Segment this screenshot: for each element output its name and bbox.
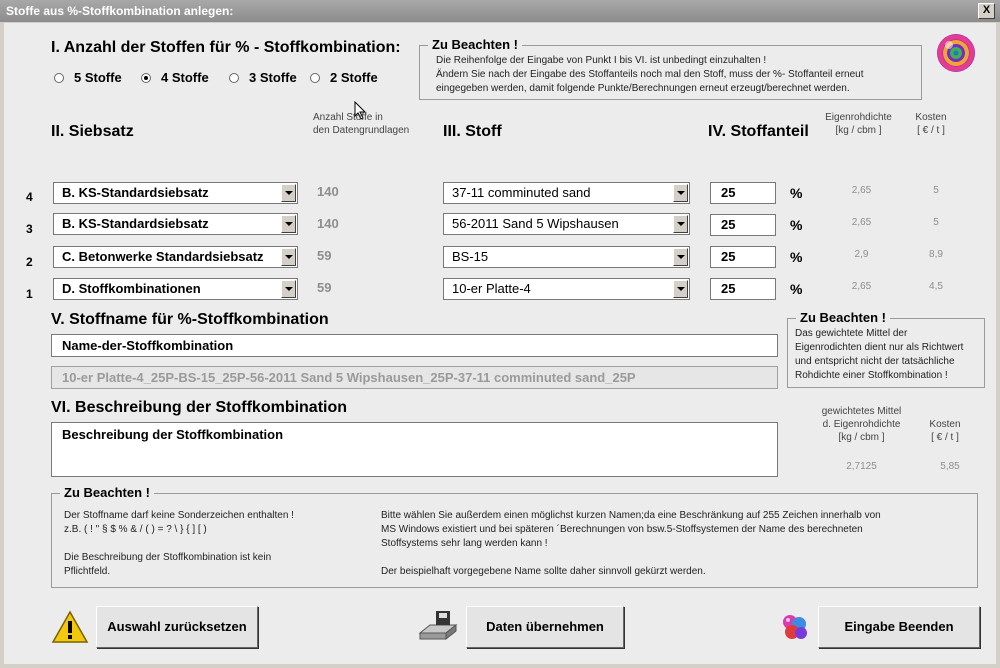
anzahl-value: 59	[317, 280, 332, 295]
radio-label: 2 Stoffe	[330, 70, 378, 85]
notice-right-line: Rohdichte einer Stoffkombination !	[795, 370, 948, 381]
chevron-down-icon[interactable]	[281, 280, 296, 298]
beschreibung-textarea[interactable]: Beschreibung der Stoffkombination	[51, 422, 778, 477]
stoff-select-2[interactable]	[443, 246, 690, 268]
select-value: 37-11 comminuted sand	[452, 185, 591, 200]
radio-label: 4 Stoffe	[161, 70, 209, 85]
kosten-value: 8,9	[929, 249, 943, 260]
finish-button[interactable]: Eingabe Beenden	[818, 606, 980, 648]
radio-dot	[54, 73, 64, 83]
header-anzahl-1: Anzahl Stoffe in	[313, 112, 383, 123]
header-eigen-2: [kg / cbm ]	[835, 125, 882, 136]
apply-data-button[interactable]: Daten übernehmen	[466, 606, 624, 648]
notice-right-line: Das gewichtete Mittel der	[795, 328, 908, 339]
select-value: C. Betonwerke Standardsiebsatz	[62, 249, 264, 264]
stoffname-input[interactable]: Name-der-Stoffkombination	[51, 334, 778, 357]
siebsatz-select-3[interactable]	[53, 213, 298, 235]
header-eigen-1: Eigenrohdichte	[825, 112, 892, 123]
percent-label: %	[790, 217, 803, 233]
warning-icon	[51, 610, 89, 644]
stoff-select-1[interactable]	[443, 278, 690, 300]
radio-4-stoffe[interactable]	[141, 70, 209, 85]
notice-top-title: Zu Beachten !	[428, 37, 522, 52]
notice-bottom-left-line: Die Beschreibung der Stoffkombination ist kein	[64, 552, 272, 563]
select-value: BS-15	[452, 249, 489, 264]
percent-label: %	[790, 249, 803, 265]
notice-bottom-left-line: Der Stoffname darf keine Sonderzeichen enthalten !	[64, 510, 294, 521]
weighted-kosten-label-1: Kosten	[929, 419, 961, 430]
dichte-value: 2,65	[851, 185, 872, 196]
stoff-select-4[interactable]	[443, 182, 690, 204]
select-value: 56-2011 Sand 5 Wipshausen	[452, 216, 619, 231]
row-index: 1	[26, 287, 33, 301]
anteil-input-4[interactable]: 25	[710, 182, 776, 204]
select-value: B. KS-Standardsiebsatz	[62, 216, 209, 231]
reset-button[interactable]: Auswahl zurücksetzen	[96, 606, 258, 648]
radio-5-stoffe[interactable]	[54, 70, 122, 85]
chevron-down-icon[interactable]	[281, 184, 296, 202]
chevron-down-icon[interactable]	[673, 184, 688, 202]
notice-bottom	[51, 485, 978, 588]
select-value: 10-er Platte-4	[452, 281, 531, 296]
notice-bottom-right-line: Bitte wählen Sie außerdem einen möglichst kurzen Namen;da eine Beschränkung auf 255 Zeichen innerhalb von	[381, 510, 881, 521]
header-siebsatz: II. Siebsatz	[51, 123, 134, 140]
chevron-down-icon[interactable]	[673, 248, 688, 266]
chevron-down-icon[interactable]	[673, 280, 688, 298]
siebsatz-select-1[interactable]	[53, 278, 298, 300]
notice-bottom-right-line: Stoffsystems sehr lang werden kann !	[381, 538, 548, 549]
header-kosten-1: Kosten	[915, 112, 947, 123]
notice-bottom-right-line: MS Windows existiert und bei späteren ´Berechnungen von bsw.5-Stoffsystemen der Name des berechneten	[381, 524, 863, 535]
row-index: 3	[26, 222, 33, 236]
section6-title: VI. Beschreibung der Stoffkombination	[51, 399, 348, 416]
header-stoff: III. Stoff	[443, 123, 502, 140]
row-index: 2	[26, 255, 33, 269]
dichte-value: 2,65	[851, 281, 872, 292]
notice-bottom-left-line: Pflichtfeld.	[64, 566, 111, 577]
percent-label: %	[790, 281, 803, 297]
notice-top	[419, 37, 922, 100]
radio-dot	[310, 73, 320, 83]
radio-label: 5 Stoffe	[74, 70, 122, 85]
select-value: D. Stoffkombinationen	[62, 281, 201, 296]
anteil-input-3[interactable]: 25	[710, 214, 776, 236]
kosten-value: 5	[933, 185, 939, 196]
kosten-value: 5	[933, 217, 939, 228]
save-data-icon	[416, 609, 458, 645]
section5-title: V. Stoffname für %-Stoffkombination	[51, 311, 329, 328]
notice-right-line: und entspricht nicht der tatsächliche	[795, 356, 955, 367]
molecule-icon	[778, 611, 810, 643]
weighted-label-2: d. Eigenrohdichte	[822, 419, 901, 430]
notice-top-line: eingegeben werden, damit folgende Punkte/Berechnungen erneut erzeugt/berechnet werden.	[436, 83, 850, 94]
anzahl-value: 59	[317, 248, 332, 263]
weighted-label-1: gewichtetes Mittel	[821, 406, 902, 417]
select-value: B. KS-Standardsiebsatz	[62, 185, 209, 200]
notice-top-line: Ändern Sie nach der Eingabe des Stoffanteils noch mal den Stoff, muss der %- Stoffanteil erneut	[436, 69, 864, 80]
notice-right	[787, 310, 985, 388]
radio-dot	[229, 73, 239, 83]
stoff-select-3[interactable]	[443, 213, 690, 235]
kosten-value: 4,5	[929, 281, 943, 292]
radio-label: 3 Stoffe	[249, 70, 297, 85]
radio-2-stoffe[interactable]	[310, 70, 378, 85]
weighted-kosten-value: 5,85	[940, 461, 960, 472]
generated-name-field: 10-er Platte-4_25P-BS-15_25P-56-2011 Sand 5 Wipshausen_25P-37-11 comminuted sand_25P	[51, 366, 778, 389]
notice-right-title: Zu Beachten !	[796, 310, 890, 325]
notice-bottom-left-line: z.B. ( ! " § $ % & / ( ) = ? \ } { ] [ )	[64, 524, 207, 535]
row-index: 4	[26, 190, 33, 204]
notice-right-line: Eigenrodichten dient nur als Richtwert	[795, 342, 964, 353]
anteil-input-1[interactable]: 25	[710, 278, 776, 300]
notice-top-line: Die Reihenfolge der Eingabe von Punkt I bis VI. ist unbedingt einzuhalten !	[436, 55, 767, 66]
percent-label: %	[790, 185, 803, 201]
weighted-dichte-value: 2,7125	[846, 461, 877, 472]
notice-bottom-right-line: Der beispielhaft vorgegebene Name sollte daher sinnvoll gekürzt werden.	[381, 566, 706, 577]
notice-bottom-title: Zu Beachten !	[60, 485, 154, 500]
dichte-value: 2,9	[854, 249, 869, 260]
weighted-label-3: [kg / cbm ]	[838, 432, 885, 443]
header-kosten-2: [ € / t ]	[917, 125, 945, 136]
radio-dot-selected	[141, 73, 151, 83]
header-stoffanteil: IV. Stoffanteil	[708, 123, 809, 140]
siebsatz-select-4[interactable]	[53, 182, 298, 204]
radio-3-stoffe[interactable]	[229, 70, 297, 85]
anzahl-value: 140	[317, 184, 339, 199]
dichte-value: 2,65	[851, 217, 872, 228]
section1-title: I. Anzahl der Stoffen für % - Stoffkombination:	[51, 39, 401, 56]
anteil-input-2[interactable]: 25	[710, 246, 776, 268]
dialog-client	[4, 23, 996, 664]
chevron-down-icon[interactable]	[673, 215, 688, 233]
chevron-down-icon[interactable]	[281, 248, 296, 266]
header-anzahl-2: den Datengrundlagen	[313, 125, 410, 136]
close-button[interactable]: X	[978, 3, 995, 19]
weighted-kosten-label-2: [ € / t ]	[931, 432, 959, 443]
window-titlebar	[0, 0, 1000, 22]
siebsatz-select-2[interactable]	[53, 246, 298, 268]
anzahl-value: 140	[317, 216, 339, 231]
app-logo-icon	[934, 31, 978, 75]
chevron-down-icon[interactable]	[281, 215, 296, 233]
window-title: Stoffe aus %-Stoffkombination anlegen:	[6, 4, 234, 18]
